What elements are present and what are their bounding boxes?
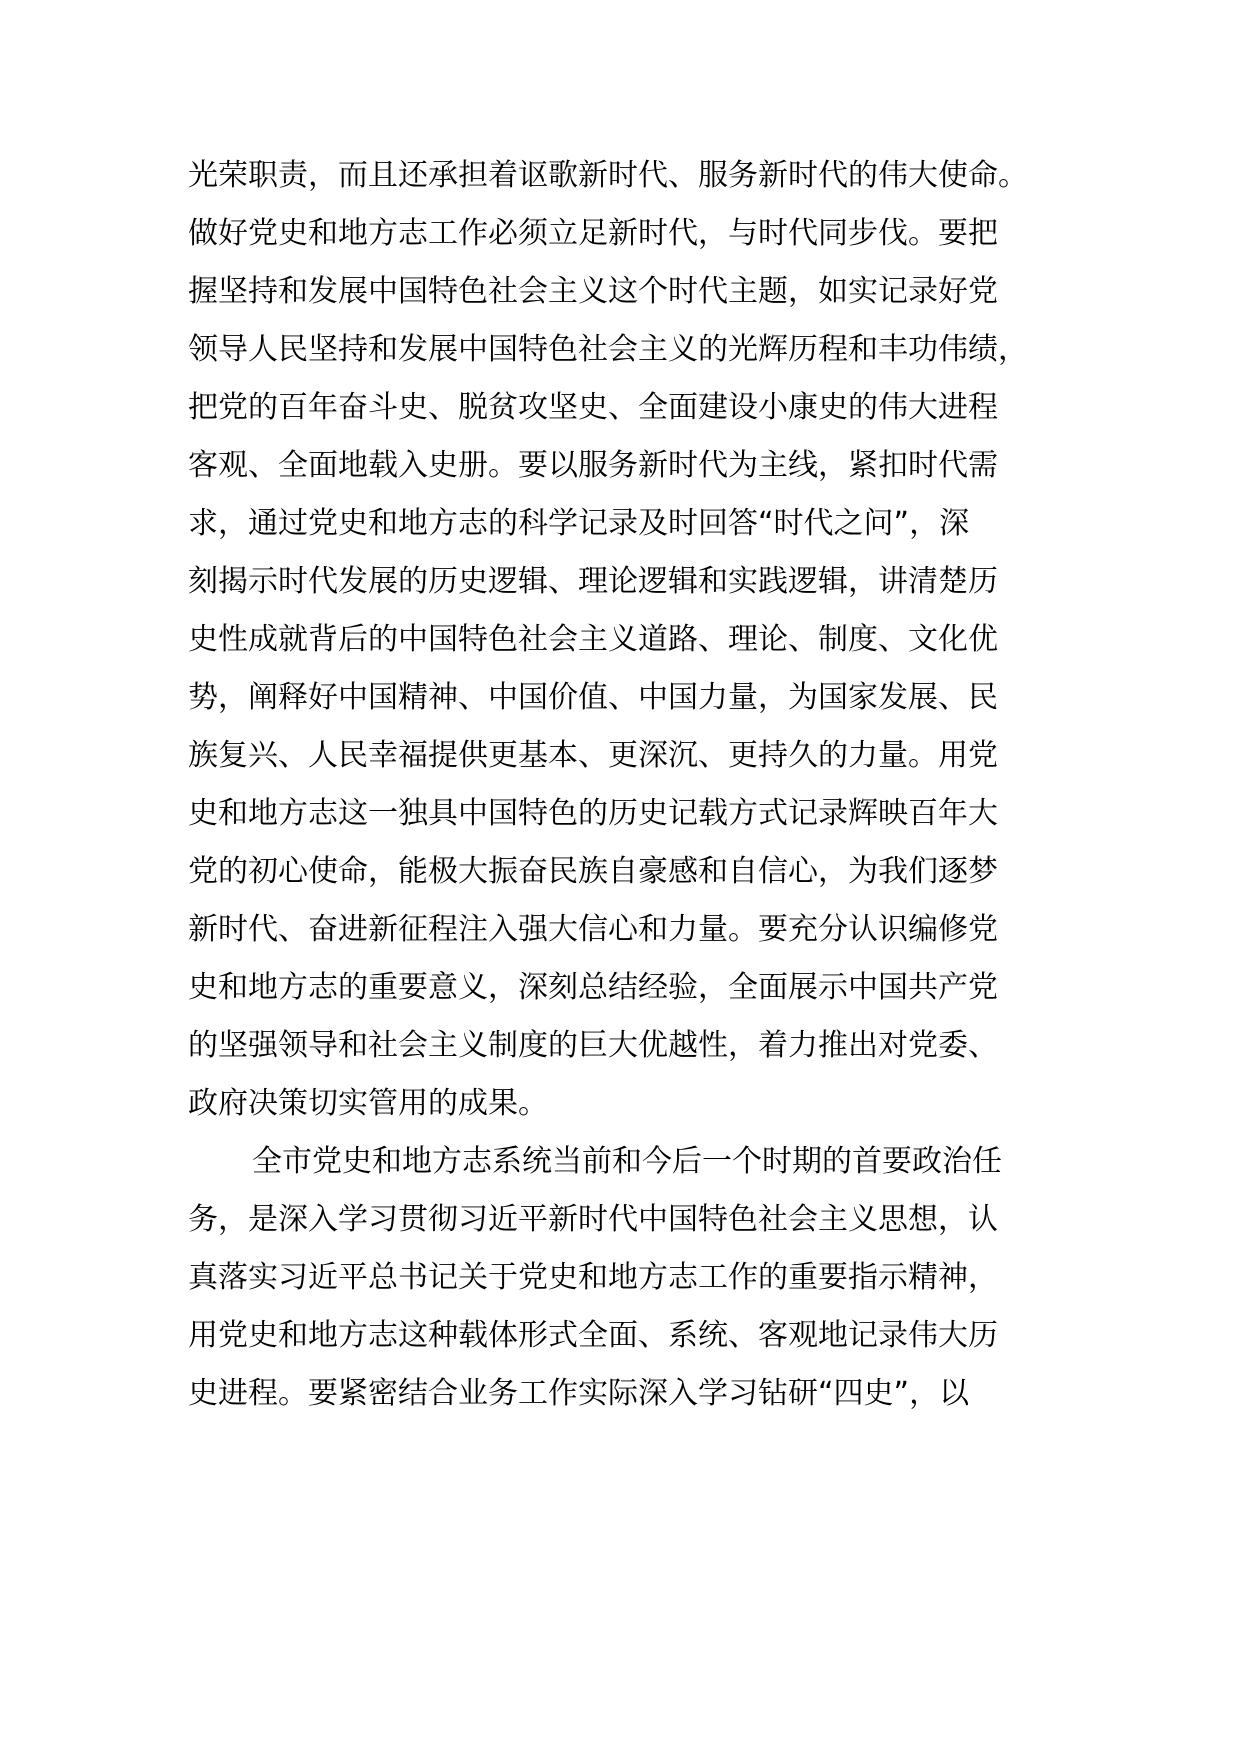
- text-line: 新时代、奋进新征程注入强大信心和力量。要充分认识编修党: [188, 912, 998, 947]
- text-line: 客观、全面地载入史册。要以服务新时代为主线，紧扣时代需: [188, 448, 998, 483]
- text-line: 的坚强领导和社会主义制度的巨大优越性，着力推出对党委、: [188, 1028, 998, 1063]
- text-line: 史和地方志的重要意义，深刻总结经验，全面展示中国共产党: [188, 970, 998, 1005]
- text-line: 势，阐释好中国精神、中国价值、中国力量，为国家发展、民: [188, 680, 998, 715]
- text-line: 真落实习近平总书记关于党史和地方志工作的重要指示精神，: [188, 1260, 998, 1295]
- text-line: 握坚持和发展中国特色社会主义这个时代主题，如实记录好党: [188, 274, 998, 309]
- text-line: 领导人民坚持和发展中国特色社会主义的光辉历程和丰功伟绩，: [188, 332, 1028, 367]
- text-line: 务，是深入学习贯彻习近平新时代中国特色社会主义思想，认: [188, 1202, 998, 1237]
- text-line: 史进程。要紧密结合业务工作实际深入学习钻研“四史”，以: [188, 1376, 970, 1411]
- text-line: 政府决策切实管用的成果。: [188, 1086, 548, 1121]
- text-line: 刻揭示时代发展的历史逻辑、理论逻辑和实践逻辑，讲清楚历: [188, 564, 998, 599]
- text-line: 全市党史和地方志系统当前和今后一个时期的首要政治任: [252, 1144, 1002, 1179]
- text-line: 光荣职责，而且还承担着讴歌新时代、服务新时代的伟大使命。: [188, 158, 1028, 193]
- text-line: 史性成就背后的中国特色社会主义道路、理论、制度、文化优: [188, 622, 998, 657]
- text-line: 把党的百年奋斗史、脱贫攻坚史、全面建设小康史的伟大进程: [188, 390, 998, 425]
- text-line: 用党史和地方志这种载体形式全面、系统、客观地记录伟大历: [188, 1318, 998, 1353]
- text-line: 党的初心使命，能极大振奋民族自豪感和自信心，为我们逐梦: [188, 854, 998, 889]
- text-line: 做好党史和地方志工作必须立足新时代，与时代同步伐。要把: [188, 216, 998, 251]
- text-line: 史和地方志这一独具中国特色的历史记载方式记录辉映百年大: [188, 796, 998, 831]
- text-line: 求，通过党史和地方志的科学记录及时回答“时代之问”，深: [188, 506, 970, 541]
- text-line: 族复兴、人民幸福提供更基本、更深沉、更持久的力量。用党: [188, 738, 998, 773]
